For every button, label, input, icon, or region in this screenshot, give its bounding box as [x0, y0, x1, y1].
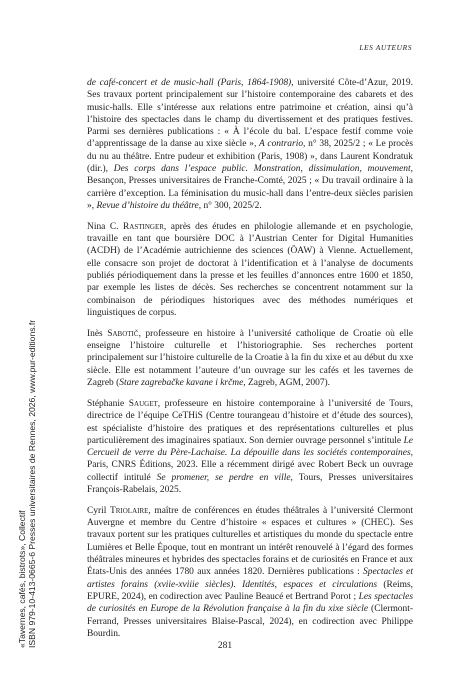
bio-text: , n° 300, 2025/2. — [198, 200, 262, 211]
author-last-name: Rastinger — [123, 221, 164, 232]
book-title: Les spectacles de curiosités en Europe de la Révolution française à la fin du xixe siècle — [87, 591, 413, 615]
bio-text: , après des études en philologie allemande et en psychologie, travaille en tant que boursière DOC à l’Austrian Center for Digital Humanities (ACDH) de l’Académie autrichienne des sciences (ÖAW) à Vienne. Actuellement, elle consacre son projet de doctorat à l’identification et à l’analyse de documents publiés périodiquement dans la presse et les feuilles d’annonces entre 1600 et 1850, par exemple les listes de décès. Ses recherches se concentrent notamment sur la combinaison de périodiques historiques avec des méthodes numériques et linguistiques de corpus. — [87, 221, 413, 318]
book-title: Le Cercueil de verre du Père-Lachaise. La dépouille dans les sociétés contemporaines — [87, 435, 413, 459]
bio-text: , professeure en histoire contemporaine à l’université de Tours, directrice de l’équipe CeTHiS (Centre tourangeau d’histoire et d’étude des sources), est spécialiste d’histoire des pratiques et des représentations culturelles et plus particulièrement des imaginaires spatiaux. Son dernier ouvrage personnel s’intitule — [87, 398, 413, 446]
page-number: 281 — [217, 641, 233, 651]
running-head: LES AUTEURS — [359, 43, 412, 52]
book-title: Se promener, se perdre en ville — [156, 472, 291, 483]
author-bio-continued — [87, 77, 413, 212]
author-bio-rastinger — [87, 221, 413, 319]
sidebar-title-line: «Tavernes, cafés, bistrots», Collectif — [17, 510, 27, 648]
bio-text: , n° 38, 2025/2 ; « Le procès du nu au théâtre. Entre pudeur et exhibition (Paris, 1908) », dans Laurent Kondratuk (dir.), — [87, 139, 413, 175]
bio-text: (Reims, EPURE, 2024), en codirection avec Pauline Beaucé et Bertrand Porot ; — [87, 579, 413, 602]
author-first-name: Inès — [87, 328, 108, 339]
author-first-name: Cyril — [87, 505, 110, 516]
bio-text: , Besançon, Presses universitaires de Franche-Comté, 2025 ; « Du travail ordinaire à la carrière d’exception. La féminisation du music-hall dans l’entre-deux siècles parisien », — [87, 164, 414, 211]
bio-text: , professeure en histoire à l’université catholique de Croatie où elle enseigne l’histoire culturelle et l’historiographie. Ses recherches portent principalement sur l’histoire culturelle de la Croatie à la fin du xixe et au début du xxe siècle. Elle est notamment l’auteure d’un ouvrage sur les cafés et les tavernes de Zagreb ( — [87, 328, 414, 389]
author-bio-sabotic — [87, 328, 413, 389]
sidebar-isbn-line: ISBN 979-10-413-0665-6 Presses universitaires de Rennes, 2026, www.pur-editions.fr — [27, 319, 38, 648]
author-bio-triolaire — [87, 505, 413, 640]
author-last-name: Sabotič — [107, 328, 139, 339]
author-last-name: Sauget — [128, 398, 158, 409]
book-title: Des corps dans l’espace public. Monstration, dissimulation, mouvement — [113, 164, 411, 175]
author-first-name: Nina C. — [87, 221, 123, 232]
journal-title: A contrario — [259, 139, 304, 150]
thesis-title: de café-concert et de music-hall (Paris, 1864-1908) — [87, 78, 292, 88]
author-bio-sauget — [87, 398, 413, 496]
book-title: Spectacles et artistes forains (xviie-xviiie siècles). Identités, espaces et circulations — [87, 567, 413, 590]
bio-text: , Tours, Presses universitaires François-Rabelais, 2025. — [87, 472, 413, 495]
author-last-name: Triolaire — [109, 505, 149, 516]
bio-text: , Zagreb, AGM, 2007). — [243, 378, 331, 389]
author-first-name: Stéphanie — [87, 398, 129, 409]
bio-text: , maître de conférences en études théâtrales à l’université Clermont Auvergne et membre du Centre d’histoire « espaces et cultures » (CHEC). Ses travaux portent sur les pratiques culturelles et artistiques du monde du spectacle entre Lumières et Belle Époque, tout en montrant un intérêt renouvelé à l’égard des formes théâtrales mineures et hybrides des spectacles forains et de curiosités en France et aux États-Unis des années 1780 aux années 1820. Dernières publications : — [87, 505, 414, 578]
authors-text-block — [87, 77, 413, 640]
bio-text: (Clermont-Ferrand, Presses universitaires Blaise-Pascal, 2024), en codirection avec Philippe Bourdin. — [87, 604, 413, 639]
book-title: Stare zagrebačke kavane i krčme — [119, 378, 244, 389]
bio-text: , université Côte-d’Azur, 2019. Ses travaux portent principalement sur l’histoire contemporaine des cabarets et des music-halls. Elle s’intéresse aux relations entre patrimoine et création, ainsi qu’à l’histoire des spectacles dans le champ du divertissement et des pratiques festives. Parmi ses dernières publications : « À l’école du bal. L’espace festif comme voie d’apprentissage de la danse au xixe siècle », — [87, 78, 413, 150]
copyright-sidebar — [17, 288, 37, 648]
journal-title: Revue d’histoire du théâtre — [96, 200, 199, 211]
bio-text: , Paris, CNRS Éditions, 2023. Elle a récemment dirigé avec Robert Beck un ouvrage collectif intitulé — [87, 448, 413, 483]
